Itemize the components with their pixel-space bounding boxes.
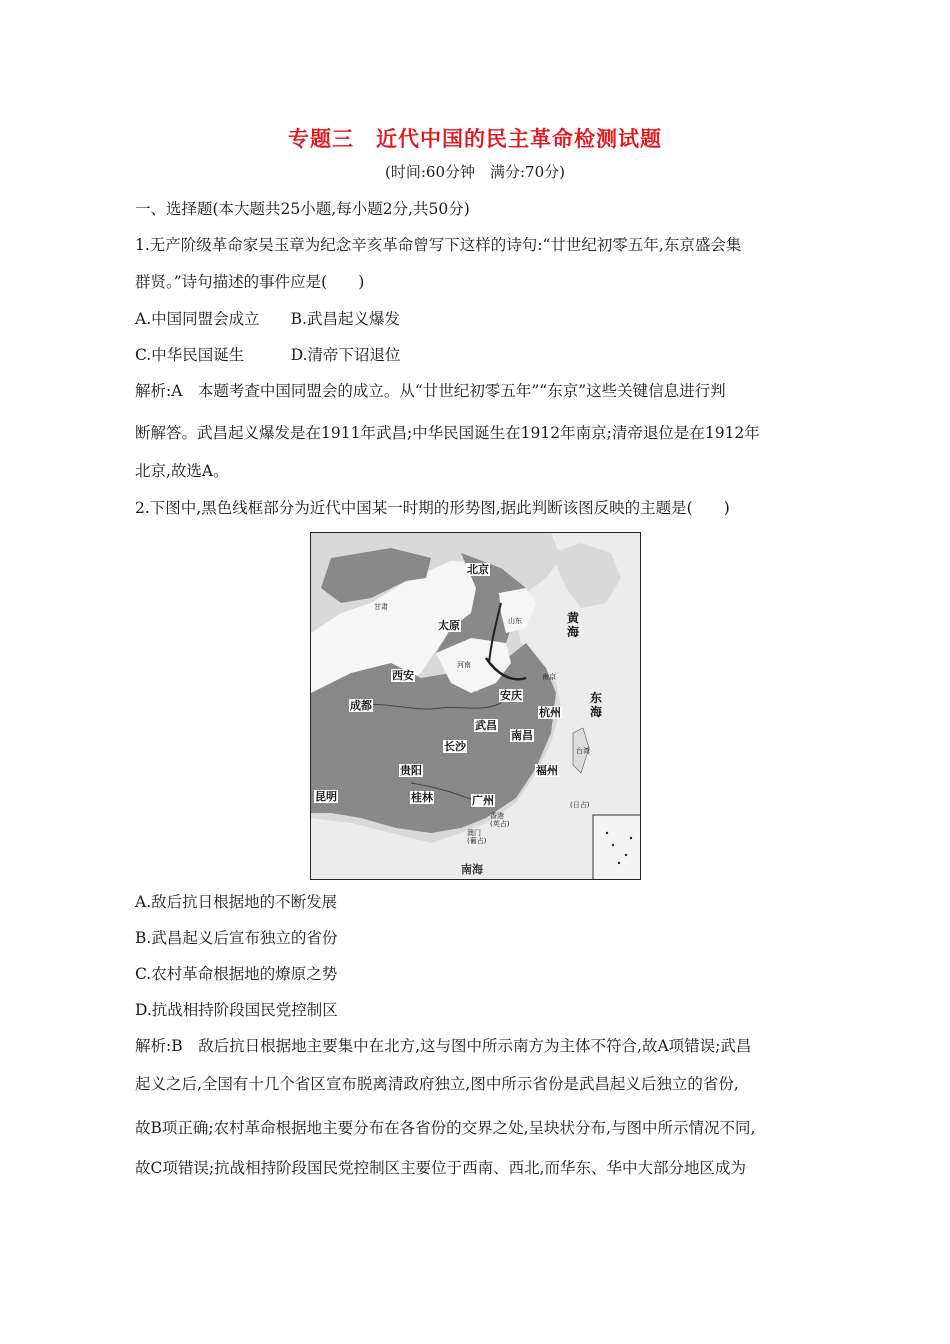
sea-east: 东海 <box>589 691 602 719</box>
china-situation-map <box>310 532 641 880</box>
city-guangzhou: 广州 <box>472 794 494 807</box>
city-xian: 西安 <box>392 669 414 682</box>
q1-analysis-line2: 断解答。武昌起义爆发是在1911年武昌;中华民国诞生在1912年南京;清帝退位是在1912年 <box>135 424 760 442</box>
q2-option-d: D.抗战相持阶段国民党控制区 <box>135 1001 338 1019</box>
q2-option-c: C.农村革命根据地的燎原之势 <box>135 965 338 983</box>
inset-south-sea-islands <box>593 815 641 880</box>
city-changsha: 长沙 <box>444 740 466 753</box>
note-taiwan: (日占) <box>570 801 590 809</box>
q1-analysis-line3: 北京,故选A。 <box>135 462 229 480</box>
section-heading: 一、选择题(本大题共25小题,每小题2分,共50分) <box>135 200 470 218</box>
q1-stem-line2: 群贤。”诗句描述的事件应是( ) <box>135 273 365 291</box>
sea-south: 南海 <box>461 863 483 876</box>
province-gansu: 甘肃 <box>374 603 388 611</box>
q1-analysis-line1: 解析:A 本题考查中国同盟会的成立。从“廿世纪初零五年”“东京”这些关键信息进行判 <box>135 382 726 400</box>
city-anqing: 安庆 <box>500 689 522 702</box>
page-title: 专题三 近代中国的民主革命检测试题 <box>288 127 662 151</box>
city-nanchang: 南昌 <box>511 729 533 742</box>
sea-yellow: 黄海 <box>566 611 579 639</box>
province-henan: 河南 <box>457 661 471 669</box>
q2-option-a: A.敌后抗日根据地的不断发展 <box>135 893 338 911</box>
city-kunming: 昆明 <box>315 790 337 803</box>
note-macau: (葡占) <box>467 837 487 845</box>
province-shandong: 山东 <box>508 617 522 625</box>
q2-analysis-line4: 故C项错误;抗战相持阶段国民党控制区主要位于西南、西北,而华东、华中大部分地区成为 <box>135 1159 747 1177</box>
city-guiyang: 贵阳 <box>400 764 422 777</box>
note-hongkong: (英占) <box>490 820 510 828</box>
q1-options-row1: A.中国同盟会成立 B.武昌起义爆发 <box>135 310 400 328</box>
city-xianggang: 香港 <box>490 812 504 820</box>
city-fuzhou: 福州 <box>536 764 558 777</box>
city-nanjing: 南京 <box>542 673 556 681</box>
q2-option-b: B.武昌起义后宣布独立的省份 <box>135 929 338 947</box>
q2-stem: 2.下图中,黑色线框部分为近代中国某一时期的形势图,据此判断该图反映的主题是( ) <box>135 499 730 517</box>
q1-stem-line1: 1.无产阶级革命家吴玉章为纪念辛亥革命曾写下这样的诗句:“廿世纪初零五年,东京盛会集 <box>135 236 742 254</box>
city-hangzhou: 杭州 <box>539 706 561 719</box>
exam-time-info: (时间:60分钟 满分:70分) <box>385 163 565 181</box>
q2-analysis-line2: 起义之后,全国有十几个省区宣布脱离清政府独立,图中所示省份是武昌起义后独立的省份, <box>135 1075 739 1093</box>
city-guilin: 桂林 <box>411 791 433 804</box>
island-taiwan-label: 台湾 <box>576 747 590 755</box>
city-beijing: 北京 <box>467 563 489 576</box>
city-chengdu: 成都 <box>350 699 372 712</box>
city-wuchang: 武昌 <box>475 719 497 732</box>
q2-analysis-line3: 故B项正确;农村革命根据地主要分布在各省份的交界之处,呈块状分布,与图中所示情况不同, <box>135 1119 756 1137</box>
q1-options-row2: C.中华民国诞生 D.清帝下诏退位 <box>135 346 401 364</box>
city-aomen: 澳门 <box>467 829 481 837</box>
city-taiyuan: 太原 <box>438 619 460 632</box>
q2-analysis-line1: 解析:B 敌后抗日根据地主要集中在北方,这与图中所示南方为主体不符合,故A项错误;武昌 <box>135 1037 752 1055</box>
